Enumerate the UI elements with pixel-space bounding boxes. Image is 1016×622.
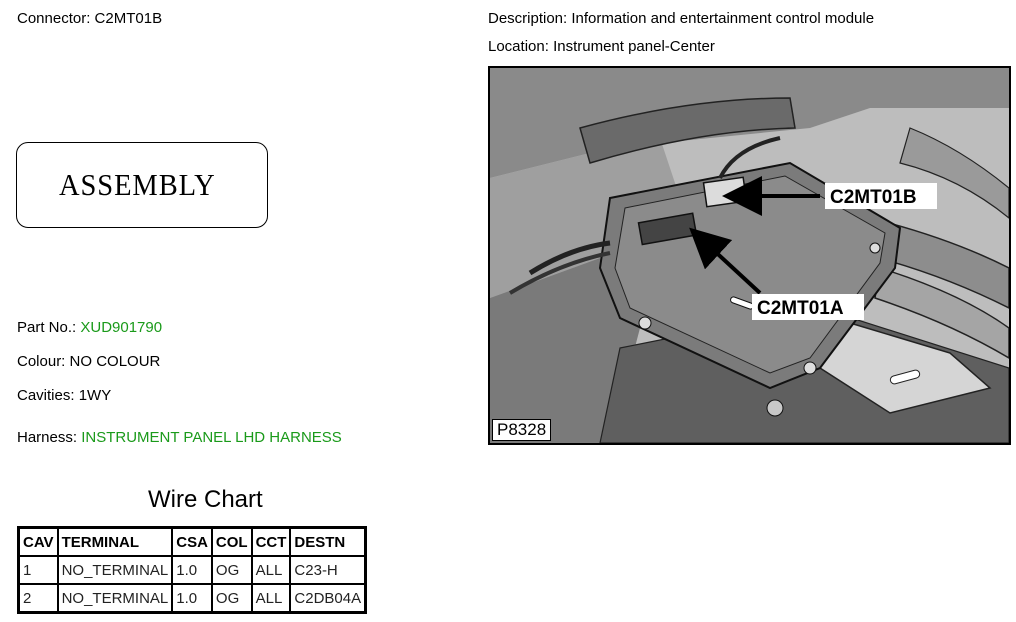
location-value: Instrument panel-Center [553, 38, 715, 55]
table-header-row [19, 528, 366, 557]
cell-col: OG [212, 584, 252, 613]
cavities-value: 1WY [78, 387, 112, 404]
photo-code: P8328 [492, 419, 551, 441]
colour-value: NO COLOUR [69, 353, 161, 370]
cavities-line [17, 387, 111, 404]
wire-chart-table [17, 526, 367, 614]
cell-col: OG [212, 556, 252, 584]
description-value: Information and entertainment control module [571, 10, 875, 27]
colour-line [17, 353, 160, 370]
assembly-label: ASSEMBLY [59, 167, 216, 202]
table-row [19, 584, 366, 613]
cell-csa: 1.0 [172, 556, 212, 584]
harness-value[interactable]: INSTRUMENT PANEL LHD HARNESS [81, 429, 342, 446]
harness-label: Harness: [17, 429, 78, 446]
cavities-label: Cavities: [17, 387, 75, 404]
callout-b-label: C2MT01B [830, 187, 917, 208]
header-cct: CCT [252, 528, 291, 557]
connector-line [17, 10, 162, 27]
cell-terminal: NO_TERMINAL [58, 584, 173, 613]
description-line [488, 10, 874, 27]
location-illustration [488, 66, 1011, 445]
callout-a-label: C2MT01A [757, 298, 844, 319]
location-label: Location: [488, 38, 549, 55]
illustration-drawing [490, 68, 1009, 443]
cell-cct: ALL [252, 584, 291, 613]
colour-label: Colour: [17, 353, 66, 370]
part-no-value[interactable]: XUD901790 [80, 319, 163, 336]
assembly-image-box [16, 142, 268, 228]
part-no-line [17, 319, 162, 336]
cell-cav: 1 [19, 556, 58, 584]
wire-chart-title: Wire Chart [148, 486, 263, 513]
description-label: Description: [488, 10, 568, 27]
cell-csa: 1.0 [172, 584, 212, 613]
location-line [488, 38, 715, 55]
part-no-label: Part No.: [17, 319, 77, 336]
header-col: COL [212, 528, 252, 557]
connector-value: C2MT01B [94, 10, 163, 27]
cell-cav: 2 [19, 584, 58, 613]
cell-destn: C23-H [290, 556, 365, 584]
header-cav: CAV [19, 528, 58, 557]
header-destn: DESTN [290, 528, 365, 557]
cell-terminal: NO_TERMINAL [58, 556, 173, 584]
header-terminal: TERMINAL [58, 528, 173, 557]
cell-destn: C2DB04A [290, 584, 365, 613]
harness-line [17, 429, 342, 446]
table-row [19, 556, 366, 584]
cell-cct: ALL [252, 556, 291, 584]
connector-label: Connector: [17, 10, 91, 27]
header-csa: CSA [172, 528, 212, 557]
